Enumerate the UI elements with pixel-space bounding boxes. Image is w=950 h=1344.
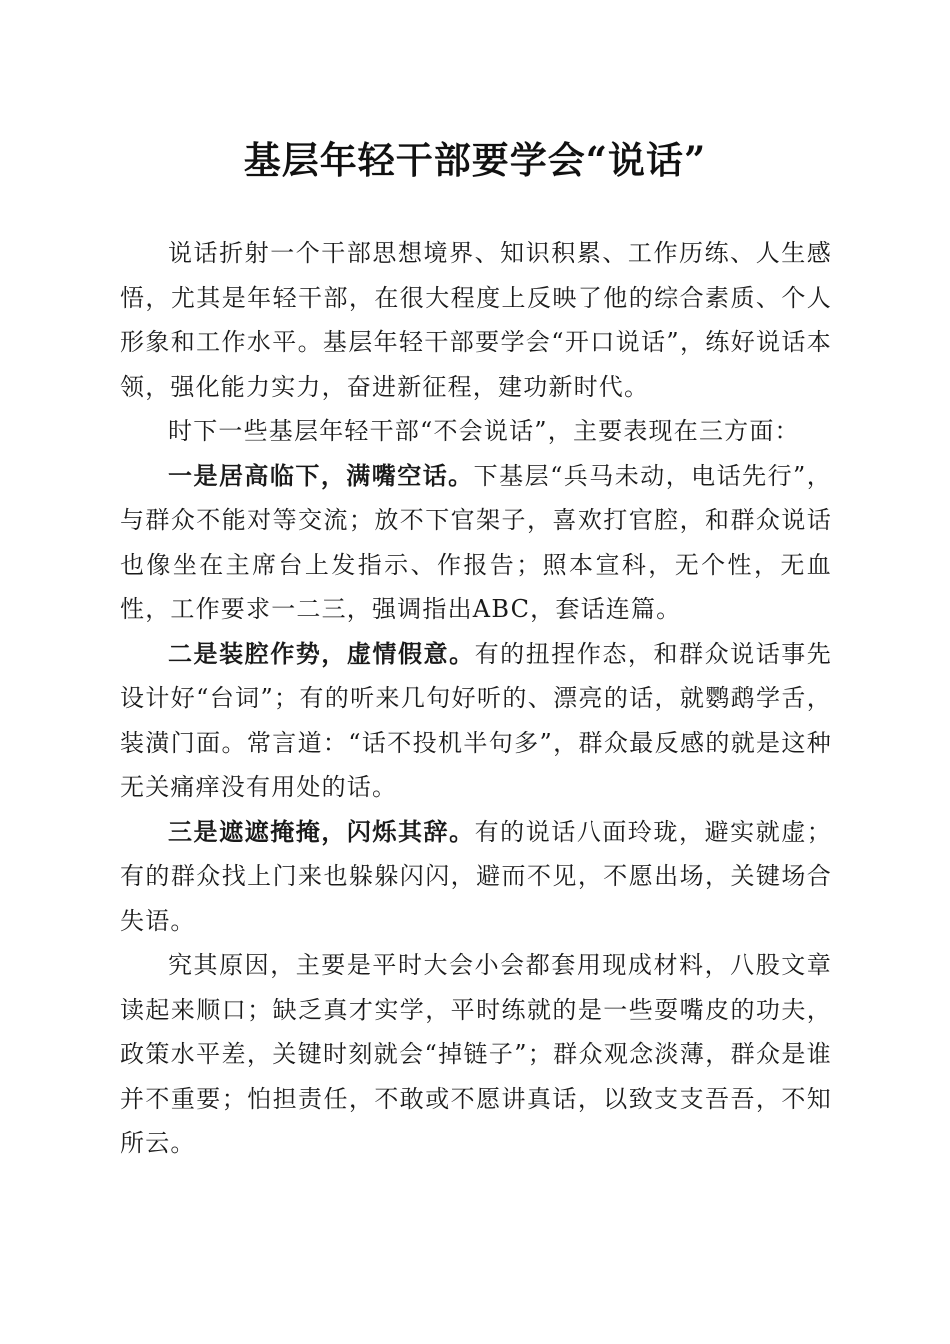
paragraph-point-one bbox=[120, 454, 832, 632]
paragraph-text: 时下一些基层年轻干部“不会说话”，主要表现在三方面： bbox=[168, 417, 800, 445]
paragraph-lead: 二是装腔作势，虚情假意。 bbox=[168, 638, 475, 668]
paragraph-lead: 一是居高临下，满嘴空话。 bbox=[168, 460, 474, 490]
paragraph-intro bbox=[120, 231, 832, 409]
paragraph-causes bbox=[120, 943, 832, 1166]
paragraph-text: 有的说话八面玲珑，避实就虚；有的群众找上门来也躲躲闪闪，避而不见，不愿出场，关键场合失语。 bbox=[120, 817, 832, 935]
paragraph-point-three bbox=[120, 810, 832, 944]
paragraph-point-two bbox=[120, 632, 832, 810]
paragraph-text: 下基层“兵马未动，电话先行”，与群众不能对等交流；放不下官架子，喜欢打官腔，和群众说话也像坐在主席台上发指示、作报告；照本宣科，无个性，无血性，工作要求一二三，强调指出ABC，套话连篇。 bbox=[120, 461, 832, 623]
paragraph-text: 有的扭捏作态，和群众说话事先设计好“台词”；有的听来几句好听的、漂亮的话，就鹦鹉学舌，装潢门面。常言道：“话不投机半句多”，群众最反感的就是这种无关痛痒没有用处的话。 bbox=[120, 639, 832, 801]
document-title: 基层年轻干部要学会“说话” bbox=[243, 138, 707, 182]
paragraph-text: 究其原因，主要是平时大会小会都套用现成材料，八股文章读起来顺口；缺乏真才实学，平时练就的是一些耍嘴皮的功夫，政策水平差，关键时刻就会“掉链子”；群众观念淡薄，群众是谁并不重要；怕担责任，不敢或不愿讲真话，以致支支吾吾，不知所云。 bbox=[120, 951, 832, 1157]
document-body bbox=[120, 231, 832, 1166]
paragraph-lead: 三是遮遮掩掩，闪烁其辞。 bbox=[168, 816, 475, 846]
paragraph-text: 说话折射一个干部思想境界、知识积累、工作历练、人生感悟，尤其是年轻干部，在很大程度上反映了他的综合素质、个人形象和工作水平。基层年轻干部要学会“开口说话”，练好说话本领，强化能力实力，奋进新征程，建功新时代。 bbox=[120, 239, 832, 401]
paragraph-overview bbox=[120, 409, 832, 454]
